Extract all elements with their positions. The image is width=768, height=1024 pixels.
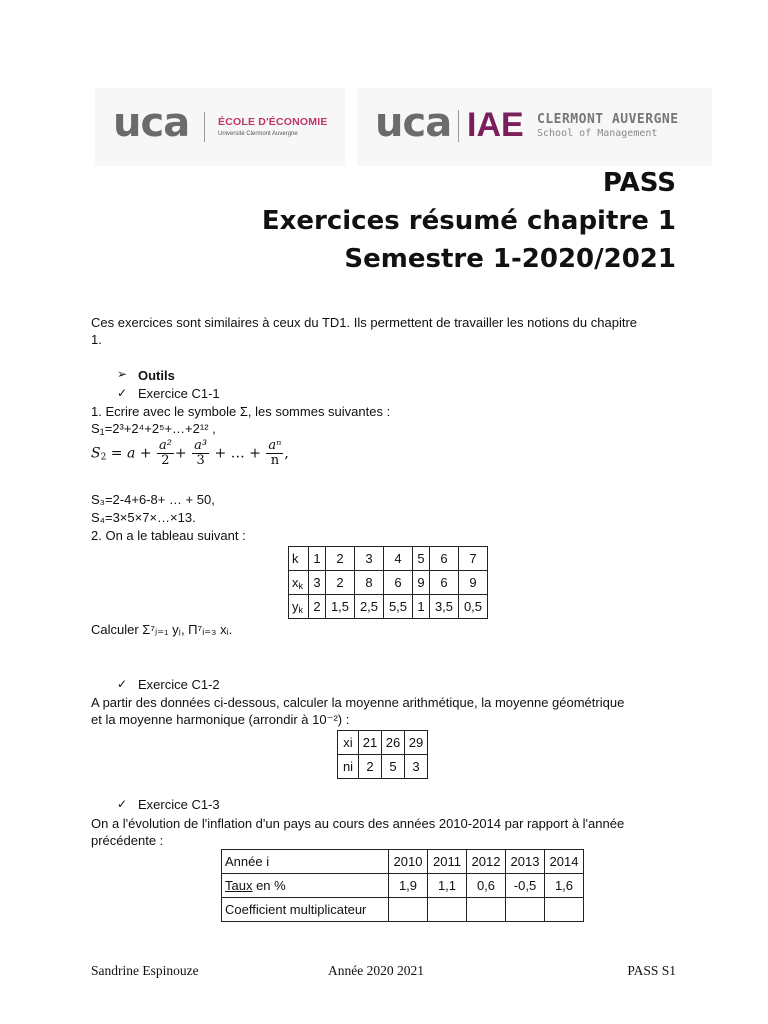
- table-header-cell: 2011: [428, 850, 467, 874]
- intro-line1: Ces exercices sont similaires à ceux du TD1. Ils permettent de travailler les notions du chapitre: [91, 315, 638, 330]
- table-cell: 2: [359, 755, 382, 779]
- section-title: Outils: [138, 368, 175, 383]
- uca-logo-mark: uca: [113, 100, 190, 146]
- page-title-line2: Exercices résumé chapitre 1: [261, 206, 676, 236]
- iae-wordmark: IAE: [467, 106, 524, 144]
- table-cell: 29: [405, 731, 428, 755]
- table-cell: [506, 898, 545, 922]
- table-cell: 1: [413, 595, 430, 619]
- table-row: [289, 547, 488, 571]
- table-cell: 6: [384, 571, 413, 595]
- footer-author: Sandrine Espinouze: [91, 963, 199, 978]
- taux-label: Taux en %: [222, 874, 389, 898]
- table-cell: 1,9: [389, 874, 428, 898]
- ex1-question2: 2. On a le tableau suivant :: [91, 528, 246, 543]
- table-cell: xi: [338, 731, 359, 755]
- table-header-cell: Année i: [222, 850, 389, 874]
- table-cell: 2: [326, 571, 355, 595]
- uca-logo-mark: uca: [375, 100, 452, 146]
- table-row: [222, 898, 584, 922]
- s2-symbol: S: [91, 445, 101, 462]
- s1-index: 1: [99, 427, 105, 437]
- ex3-table: [221, 849, 584, 922]
- table-cell: 0,6: [467, 874, 506, 898]
- table-cell: 2,5: [355, 595, 384, 619]
- checkmark-icon: ✓: [117, 386, 128, 400]
- ex1-s3: S₃=2-4+6-8+ … + 50,: [91, 492, 215, 507]
- s2-dots: + … +: [214, 445, 261, 462]
- table-cell: 1,1: [428, 874, 467, 898]
- table-cell: 3: [309, 571, 326, 595]
- s2-start: = a +: [110, 445, 152, 462]
- table-cell: 6: [430, 571, 459, 595]
- table-cell: 5: [382, 755, 405, 779]
- ecole-title: ÉCOLE D'ÉCONOMIE: [218, 116, 328, 128]
- table-header-cell: 2012: [467, 850, 506, 874]
- checkmark-icon: ✓: [117, 677, 128, 691]
- table-cell: 2: [326, 547, 355, 571]
- footer-course: PASS S1: [627, 963, 676, 978]
- table-cell: 6: [430, 547, 459, 571]
- ex2-table: [337, 730, 428, 779]
- table-header-cell: 2013: [506, 850, 545, 874]
- ex3-line1: On a l'évolution de l'inflation d'un pays au cours des années 2010-2014 par rapport à l'année: [91, 816, 625, 831]
- table-cell: 1,6: [545, 874, 584, 898]
- s2-fraction-1: $\frac{\text{a²}}{2}$: [158, 438, 172, 468]
- s1-body: =2³+2⁴+2⁵+…+2¹² ,: [104, 421, 216, 436]
- footer-year: Année 2020 2021: [328, 963, 424, 978]
- table-cell: 3,5: [430, 595, 459, 619]
- s2-fraction-n: $\frac{\text{aⁿ}}{n}$: [268, 438, 282, 468]
- table-cell: [467, 898, 506, 922]
- ex1-calculate: Calculer Σ⁷ⱼ₌₁ yⱼ, Π⁷ᵢ₌₃ xᵢ.: [91, 622, 233, 637]
- table-cell: 26: [382, 731, 405, 755]
- table-cell: 5,5: [384, 595, 413, 619]
- table-cell: 3: [355, 547, 384, 571]
- section-bullet-icon: ➢: [117, 367, 128, 381]
- coef-label: Coefficient multiplicateur: [222, 898, 389, 922]
- table-row: [289, 571, 488, 595]
- ecole-subtitle: Université Clermont Auvergne: [218, 131, 298, 137]
- row-label-k: k: [289, 547, 309, 571]
- table-cell: ni: [338, 755, 359, 779]
- table-cell: 4: [384, 547, 413, 571]
- table-cell: 7: [459, 547, 488, 571]
- table-cell: 8: [355, 571, 384, 595]
- iae-subtitle: School of Management: [537, 128, 658, 139]
- ex1-s1: [91, 421, 216, 437]
- row-label-xk: $x_k$: [289, 571, 309, 595]
- table-cell: 0,5: [459, 595, 488, 619]
- logo-ecole-economie: [95, 88, 345, 166]
- page-title-line3: Semestre 1-2020/2021: [344, 244, 676, 274]
- table-cell: [545, 898, 584, 922]
- table-cell: 21: [359, 731, 382, 755]
- s1-symbol: S: [91, 421, 100, 436]
- table-row: [338, 755, 428, 779]
- ex1-s4: S₄=3×5×7×…×13.: [91, 510, 196, 525]
- exercise-title: Exercice C1-1: [138, 386, 220, 401]
- checkmark-icon: ✓: [117, 797, 128, 811]
- s2-index: 2: [100, 452, 107, 463]
- table-cell: 9: [413, 571, 430, 595]
- table-row: [289, 595, 488, 619]
- table-cell: 2: [309, 595, 326, 619]
- logo-iae: [357, 88, 712, 166]
- ex1-table: [288, 546, 488, 619]
- table-row: [338, 731, 428, 755]
- table-cell: 1: [309, 547, 326, 571]
- exercise-title: Exercice C1-2: [138, 677, 220, 692]
- logo-divider: [458, 110, 459, 142]
- s2-fraction-2: $\frac{\text{a³}}{3}$: [194, 438, 208, 468]
- logo-divider: [204, 112, 205, 142]
- page-title-line1: PASS: [602, 168, 676, 198]
- table-header-cell: 2010: [389, 850, 428, 874]
- table-cell: 9: [459, 571, 488, 595]
- table-header-cell: 2014: [545, 850, 584, 874]
- ex2-line2: et la moyenne harmonique (arrondir à 10⁻²) :: [91, 712, 350, 727]
- ex3-line2: précédente :: [91, 833, 164, 848]
- table-cell: 3: [405, 755, 428, 779]
- table-cell: [389, 898, 428, 922]
- table-cell: [428, 898, 467, 922]
- table-cell: -0,5: [506, 874, 545, 898]
- ex1-question1: 1. Ecrire avec le symbole Σ, les sommes suivantes :: [91, 404, 391, 419]
- ex2-line1: A partir des données ci-dessous, calculer la moyenne arithmétique, la moyenne géométrique: [91, 695, 625, 710]
- exercise-title: Exercice C1-3: [138, 797, 220, 812]
- table-cell: 1,5: [326, 595, 355, 619]
- iae-title: CLERMONT AUVERGNE: [537, 112, 679, 127]
- ex1-s2-formula: $S_2 = a$ + $\frac{\text{a²}}{2}$ + $\frac{\text{a³}}{3}$ + … + $\frac{\text{aⁿ}}{n}$ ,: [91, 438, 289, 468]
- table-row: [222, 874, 584, 898]
- intro-line2: 1.: [91, 332, 102, 347]
- table-row: [222, 850, 584, 874]
- row-label-yk: $y_k$: [289, 595, 309, 619]
- table-cell: 5: [413, 547, 430, 571]
